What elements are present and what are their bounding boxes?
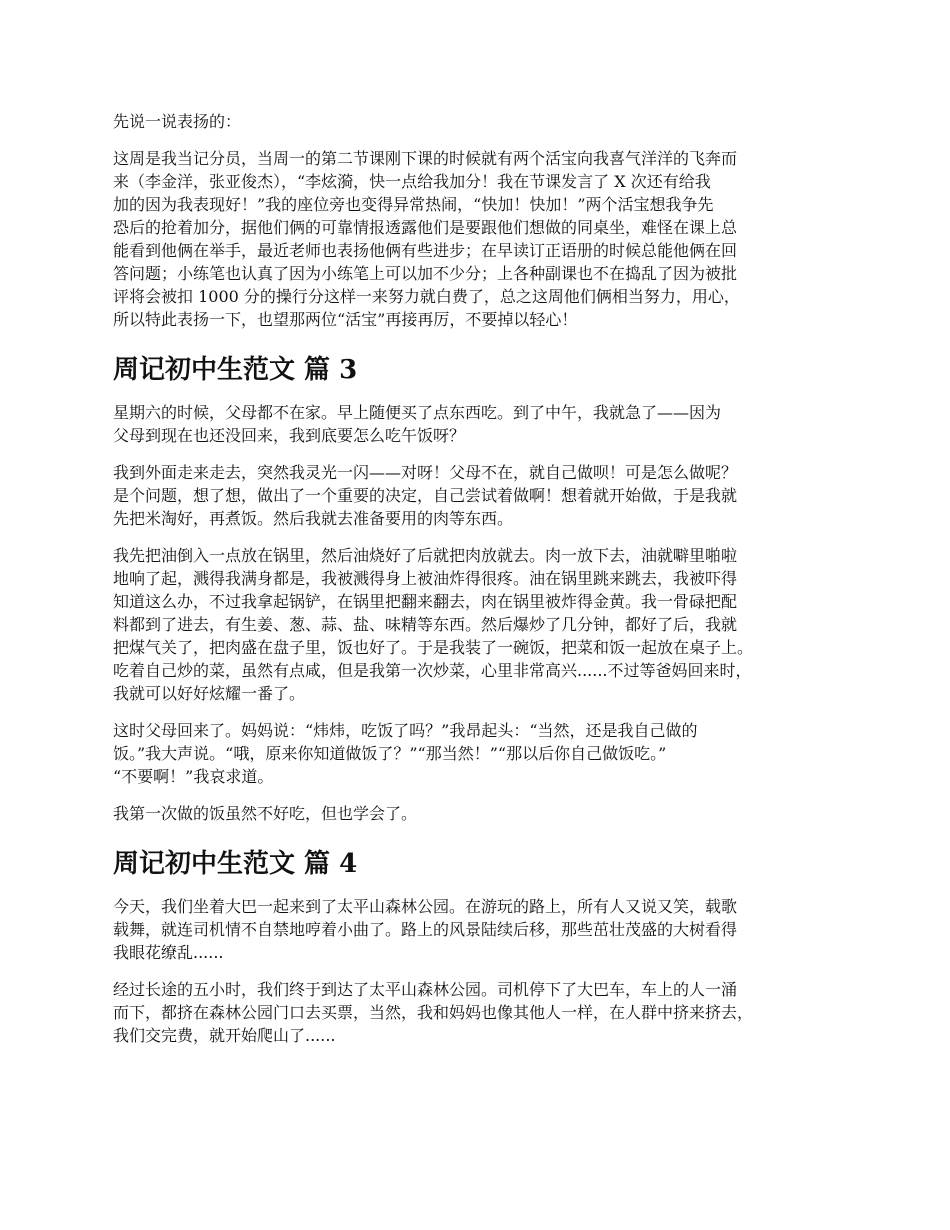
text-line: 这时父母回来了。妈妈说：“炜炜，吃饭了吗？”我昂起头：“当然，还是我自己做的 bbox=[113, 721, 698, 740]
text-line: 我们交完费，就开始爬山了...... bbox=[113, 1026, 336, 1045]
text-line: 先说一说表扬的： bbox=[113, 112, 242, 131]
text-line: 载舞，就连司机情不自禁地哼着小曲了。路上的风景陆续后移，那些茁壮茂盛的大树看得 bbox=[113, 920, 738, 939]
text-line: 答问题；小练笔也认真了因为小练笔上可以加不少分；上各种副课也不在捣乱了因为被批 bbox=[113, 264, 738, 283]
text-line: 今天，我们坐着大巴一起来到了太平山森林公园。在游玩的路上，所有人又说又笑，载歌 bbox=[113, 897, 738, 916]
text-line: 所以特此表扬一下，也望那两位“活宝”再接再厉，不要掉以轻心！ bbox=[113, 310, 578, 329]
section3-paragraph-2 bbox=[113, 461, 853, 530]
text-line: 饭。”我大声说。“哦，原来你知道做饭了？”“那当然！”“那以后你自己做饭吃。” bbox=[113, 744, 667, 763]
text-line: 能看到他俩在举手，最近老师也表扬他俩有些进步；在早读订正语册的时候总能他俩在回 bbox=[113, 241, 738, 260]
text-line: 加的因为我表现好！”我的座位旁也变得异常热闹，“快加！快加！”两个活宝想我争先 bbox=[113, 195, 714, 214]
text-line: 来（李金洋，张亚俊杰），“李炫漪，快一点给我加分！我在节课发言了 X 次还有给我 bbox=[113, 172, 711, 191]
document-page bbox=[113, 110, 853, 1061]
praise-paragraph bbox=[113, 147, 853, 331]
text-line: 先把米淘好，再煮饭。然后我就去准备要用的肉等东西。 bbox=[113, 509, 514, 528]
section3-paragraph-3 bbox=[113, 544, 853, 705]
text-line: 评将会被扣 1000 分的操行分这样一来努力就白费了，总之这周他们俩相当努力，用心， bbox=[113, 287, 740, 306]
section4-paragraph-2 bbox=[113, 978, 853, 1047]
text-line: 是个问题，想了想，做出了一个重要的决定，自己尝试着做啊！想着就开始做，于是我就 bbox=[113, 486, 738, 505]
section-heading-3: 周记初中生范文 篇 3 bbox=[113, 355, 358, 385]
text-line: 我到外面走来走去，突然我灵光一闪——对呀！父母不在，就自己做呗！可是怎么做呢？ bbox=[113, 463, 738, 482]
text-line: 我眼花缭乱...... bbox=[113, 943, 224, 962]
section3-paragraph-5 bbox=[113, 802, 853, 825]
text-line: 把煤气关了，把肉盛在盘子里，饭也好了。于是我装了一碗饭，把菜和饭一起放在桌子上。 bbox=[113, 638, 754, 657]
section3-paragraph-1 bbox=[113, 401, 853, 447]
text-line: 我先把油倒入一点放在锅里，然后油烧好了后就把肉放就去。肉一放下去，油就噼里啪啦 bbox=[113, 546, 738, 565]
intro-paragraph bbox=[113, 110, 853, 133]
text-line: 经过长途的五小时，我们终于到达了太平山森林公园。司机停下了大巴车，车上的人一涌 bbox=[113, 980, 738, 999]
section4-paragraph-1 bbox=[113, 895, 853, 964]
text-line: 吃着自己炒的菜，虽然有点咸，但是我第一次炒菜，心里非常高兴......不过等爸妈回来时， bbox=[113, 661, 752, 680]
text-line: 这周是我当记分员，当周一的第二节课刚下课的时候就有两个活宝向我喜气洋洋的飞奔而 bbox=[113, 149, 738, 168]
text-line: 我第一次做的饭虽然不好吃，但也学会了。 bbox=[113, 804, 418, 823]
text-line: 料都到了进去，有生姜、葱、蒜、盐、味精等东西。然后爆炒了几分钟，都好了后，我就 bbox=[113, 615, 738, 634]
text-line: 星期六的时候，父母都不在家。早上随便买了点东西吃。到了中午，我就急了——因为 bbox=[113, 403, 722, 422]
text-line: 知道这么办，不过我拿起锅铲，在锅里把翻来翻去，肉在锅里被炸得金黄。我一骨碌把配 bbox=[113, 592, 738, 611]
section-heading-4: 周记初中生范文 篇 4 bbox=[113, 849, 358, 879]
text-line: 恐后的抢着加分，据他们俩的可靠情报透露他们是要跟他们想做的同桌坐，难怪在课上总 bbox=[113, 218, 738, 237]
text-line: 地响了起，溅得我满身都是，我被溅得身上被油炸得很疼。油在锅里跳来跳去，我被吓得 bbox=[113, 569, 738, 588]
text-line: 而下，都挤在森林公园门口去买票，当然，我和妈妈也像其他人一样，在人群中挤来挤去， bbox=[113, 1003, 754, 1022]
section3-paragraph-4 bbox=[113, 719, 853, 788]
text-line: 父母到现在也还没回来，我到底要怎么吃午饭呀？ bbox=[113, 426, 466, 445]
text-line: 我就可以好好炫耀一番了。 bbox=[113, 684, 306, 703]
text-line: “不要啊！”我哀求道。 bbox=[113, 767, 274, 786]
